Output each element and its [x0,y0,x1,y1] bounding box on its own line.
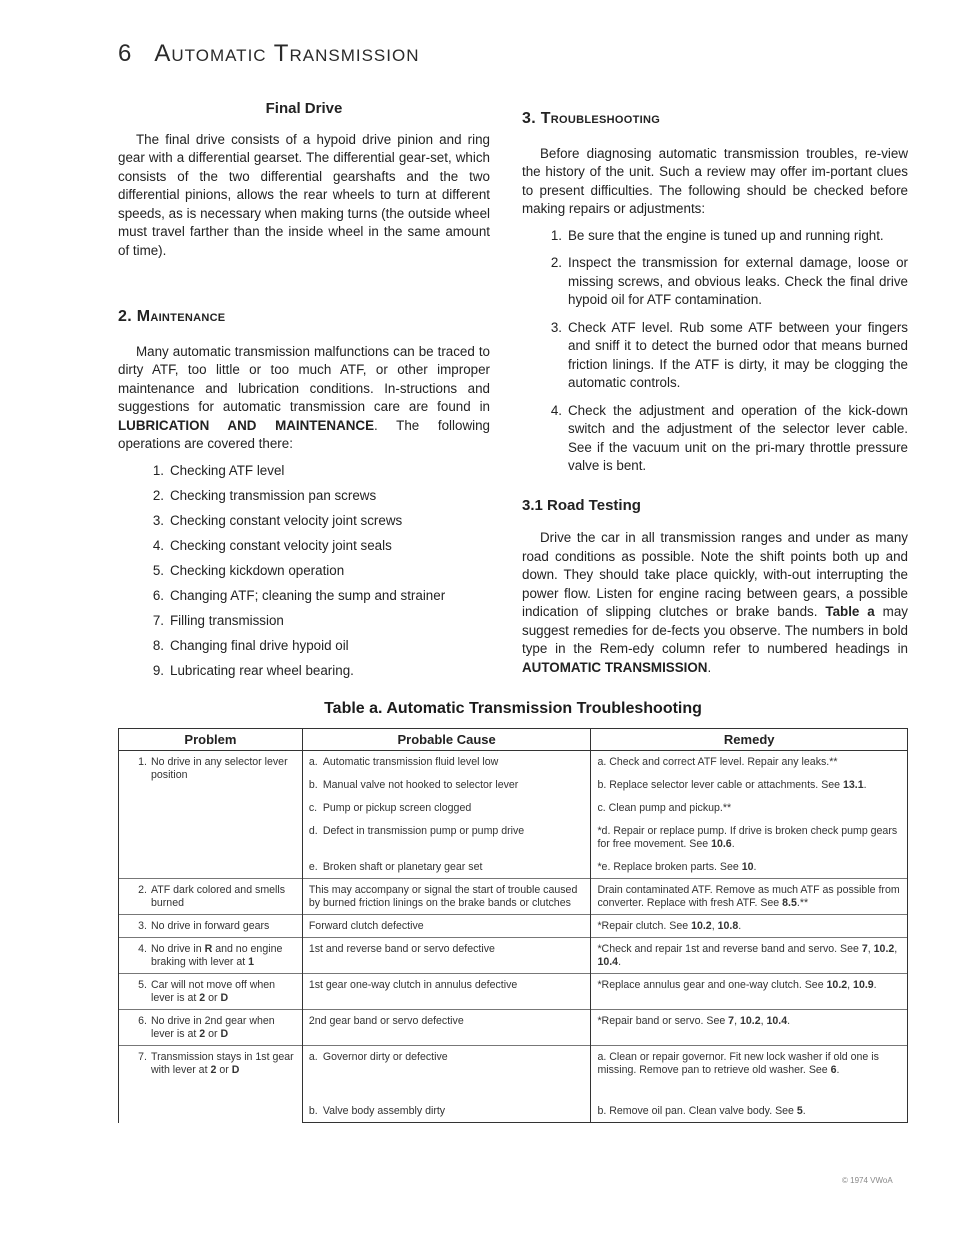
remedy-cell: b. Replace selector lever cable or attachments. See 13.1. [591,773,908,796]
cross-reference: LUBRICATION AND MAINTENANCE [118,417,375,433]
section-number: 2. [118,308,132,325]
maintenance-paragraph: Many automatic transmission malfunctions can be traced to dirty ATF, too little or too much ATF, or other improper maintenance and lubrication conditions. In-structions and suggestions for automatic transmission care are found in LUBRICATION AND MAINTENANCE. The following operations are covered there: [118,343,490,451]
page-number: 6 [118,40,133,67]
remedy-cell: *Replace annulus gear and one-way clutch. See 10.2, 10.9. [591,974,908,1010]
column-header: Problem [119,729,303,751]
maintenance-heading [118,308,490,327]
remedy-cell: *e. Replace broken parts. See 10. [591,855,908,879]
cause-cell: a. Automatic transmission fluid level low [302,751,591,774]
remedy-cell: *Repair band or servo. See 7, 10.2, 10.4. [591,1010,908,1046]
cross-reference: AUTOMATIC TRANSMISSION [522,659,708,675]
cause-cell: a. Governor dirty or defective [302,1046,591,1100]
problem-cell: 3. No drive in forward gears [119,915,303,938]
table-row [119,751,908,774]
problem-cell: 4. No drive in R and no engine braking with lever at 1 [119,938,303,974]
remedy-cell: c. Clean pump and pickup.** [591,796,908,819]
list-item: 6. Changing ATF; cleaning the sump and strainer [152,587,446,603]
remedy-cell: a. Clean or repair governor. Fit new lock washer if old one is missing. Remove pan to retrieve old washer. See 6. [591,1046,908,1100]
operations-list [118,462,490,681]
list-item: 4. Check the adjustment and operation of the kick-down switch and the adjustment of the selector lever cable. See if the vacuum unit on the pri-mary throttle pressure valve is bent. [550,402,908,473]
list-item: 2. Inspect the transmission for external damage, loose or missing screws, and obvious leaks. Check the final drive hypoid oil for ATF contamination. [550,255,908,307]
list-item: 3. Checking constant velocity joint screws [152,512,403,528]
final-drive-heading: Final Drive [265,100,343,117]
cause-cell: c. Pump or pickup screen clogged [302,796,591,819]
cause-cell: d. Defect in transmission pump or pump drive [302,819,591,855]
table-row [119,1010,908,1046]
table-row [119,1046,908,1100]
cause-cell: This may accompany or signal the start of trouble caused by burned friction linings on the brake bands or clutches [302,879,591,915]
list-item: 1. Be sure that the engine is tuned up and running right. [550,227,884,243]
troubleshooting-table [118,728,908,1123]
column-header: Remedy [591,729,908,751]
cause-cell: b. Valve body assembly dirty [302,1099,591,1123]
table-row [119,915,908,938]
list-item: 4. Checking constant velocity joint seals [152,537,392,553]
right-column [522,100,908,677]
section-title: Troubleshooting [540,110,661,127]
problem-cell: 7. Transmission stays in 1st gear with lever at 2 or D [119,1046,303,1123]
remedy-cell: a. Check and correct ATF level. Repair any leaks.** [591,751,908,774]
table-row [119,974,908,1010]
road-testing-heading: 3.1 Road Testing [522,496,641,514]
problem-cell: 1. No drive in any selector lever position [119,751,303,879]
remedy-cell: Drain contaminated ATF. Remove as much ATF as possible from converter. Replace with fresh ATF. See 8.5.** [591,879,908,915]
troubleshooting-heading [522,110,908,129]
column-header: Probable Cause [302,729,591,751]
troubleshooting-paragraph: Before diagnosing automatic transmission troubles, re-view the history of the unit. Such a review may offer im-portant clues to present difficulties. The following should be checked before making repairs or adjustments: [522,145,908,216]
chapter-title: Automatic Transmission [154,40,420,67]
list-item: 5. Checking kickdown operation [152,562,345,578]
list-item: 8. Changing final drive hypoid oil [152,637,349,653]
list-item: 2. Checking transmission pan screws [152,487,377,503]
cause-cell: 1st gear one-way clutch in annulus defective [302,974,591,1010]
remedy-cell: *d. Repair or replace pump. If drive is broken check pump gears for free movement. See 10.6. [591,819,908,855]
table-row [119,879,908,915]
list-item: 9. Lubricating rear wheel bearing. [152,662,354,678]
remedy-cell: *Repair clutch. See 10.2, 10.8. [591,915,908,938]
remedy-cell: b. Remove oil pan. Clean valve body. See 5. [591,1099,908,1123]
road-testing-paragraph: Drive the car in all transmission ranges and under as many road conditions as possible. Note the shift points both up and down. They should take place quickly, with-out interrupting the power flow. Listen for engine racing between gears, a possible indication of slipping clutches or brake bands. Table a may suggest remedies for de-fects you observe. The numbers in bold type in the Rem-edy column refer to numbered headings in AUTOMATIC TRANSMISSION. [522,530,908,675]
section-number: 3. [522,110,536,127]
remedy-cell: *Check and repair 1st and reverse band and servo. See 7, 10.2, 10.4. [591,938,908,974]
cause-cell: 2nd gear band or servo defective [302,1010,591,1046]
problem-cell: 2. ATF dark colored and smells burned [119,879,303,915]
problem-cell: 6. No drive in 2nd gear when lever is at 2 or D [119,1010,303,1046]
table-title: Table a. Automatic Transmission Troubleshooting [324,700,702,717]
cause-cell: e. Broken shaft or planetary gear set [302,855,591,879]
table-row [119,938,908,974]
copyright-notice: © 1974 VWoA [842,1176,893,1185]
table-reference: Table a [825,604,875,619]
left-column [118,100,490,687]
list-item: 1. Checking ATF level [152,462,285,478]
checks-list [522,227,908,476]
section-title: Maintenance [136,308,226,325]
problem-cell: 5. Car will not move off when lever is at 2 or D [119,974,303,1010]
list-item: 3. Check ATF level. Rub some ATF between your fingers and sniff it to detect the burned odor that means burned friction linings. If the ATF is dirty, it may be clogging the automatic controls. [550,319,908,390]
list-item: 7. Filling transmission [152,612,284,628]
cause-cell: b. Manual valve not hooked to selector lever [302,773,591,796]
cause-cell: 1st and reverse band or servo defective [302,938,591,974]
page-header [118,40,419,68]
cause-cell: Forward clutch defective [302,915,591,938]
table-header-row [119,729,908,751]
final-drive-paragraph: The final drive consists of a hypoid drive pinion and ring gear with a differential gearset. The differential gear-set, which consists of the two differential gearshafts and the two differential pinions, allows the rear wheels to turn at different speeds, as is necessary when making turns (the outside wheel must travel farther than the inside wheel in the same amount of time). [118,131,490,258]
